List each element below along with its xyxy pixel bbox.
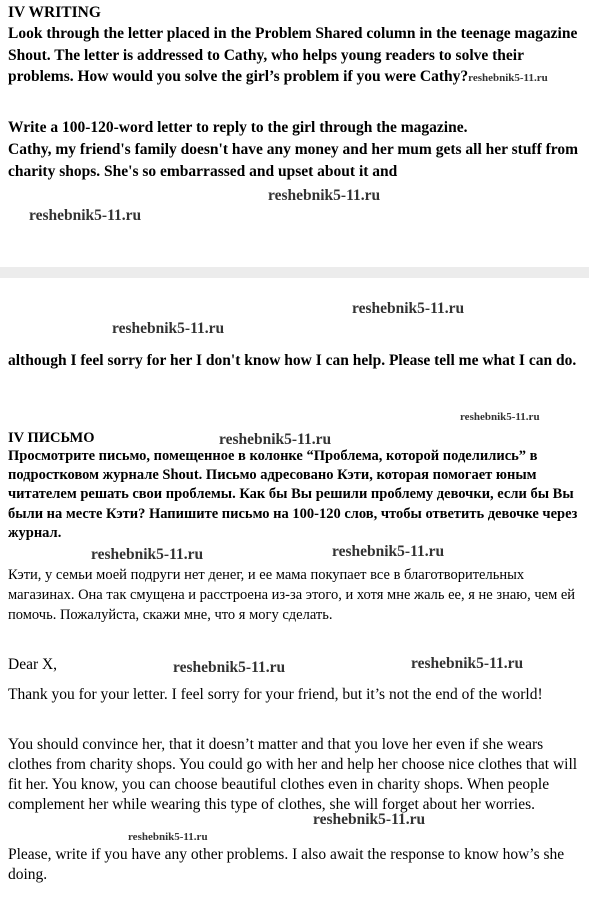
answer-paragraph-1: Thank you for your letter. I feel sorry for your friend, but it’s not the end of the world! [8, 686, 543, 703]
russian-translation: Кэти, у семьи моей подруги нет денег, и ее мама покупает все в благотворительных магазинах. Она так смущена и расстроена из-за этого, и хотя мне жаль ее, я не знаю, чем ей помочь. Пожалуйста, скажи мне, что я могу сделать. [8, 567, 576, 623]
watermark: reshebnik5-11.ru [411, 655, 524, 672]
english-task-part1: Look through the letter placed in the Problem Shared column in the teenage magazine Shout. The letter is addressed to Cathy, who helps young readers to solve their problems. How would you solve the girl’s problem if you were Cathy? [8, 25, 578, 85]
watermark: reshebnik5-11.ru [112, 320, 225, 337]
english-letter-part2: although I feel sorry for her I don't know how I can help. Please tell me what I can do. [8, 352, 577, 369]
watermark: reshebnik5-11.ru [268, 187, 381, 204]
watermark-inline: reshebnik5-11.ru [468, 72, 548, 84]
watermark: reshebnik5-11.ru [332, 543, 445, 560]
watermark: reshebnik5-11.ru [219, 431, 332, 448]
english-heading: IV WRITING [8, 4, 101, 21]
watermark: reshebnik5-11.ru [173, 659, 286, 676]
english-task-instructions [8, 23, 584, 90]
answer-greeting: Dear X, [8, 656, 58, 673]
answer-paragraph-3: Please, write if you have any other problems. I also await the response to know how’s she doing. [8, 846, 565, 883]
watermark: reshebnik5-11.ru [91, 546, 204, 563]
watermark: reshebnik5-11.ru [313, 811, 426, 828]
watermark: reshebnik5-11.ru [128, 831, 208, 843]
page-divider [0, 267, 589, 278]
answer-paragraph-2: You should convince her, that it doesn’t matter and that you love her even if she wears clothes from charity shops. You could go with her and help her choose nice clothes that will fit her. You know, you can choose beautiful clothes even in charity shops. When people complement her while wearing this type of clothes, she will forget about her worries. [8, 736, 578, 813]
english-task-word-count: Write a 100-120-word letter to reply to the girl through the magazine. [8, 119, 468, 136]
watermark: reshebnik5-11.ru [460, 411, 540, 423]
english-letter-part1: Cathy, my friend's family doesn't have any money and her mum gets all her stuff from charity shops. She's so embarrassed and upset about it and [8, 141, 579, 180]
russian-heading: IV ПИСЬМО [8, 430, 95, 446]
watermark: reshebnik5-11.ru [29, 207, 142, 224]
watermark: reshebnik5-11.ru [352, 300, 465, 317]
russian-task: Просмотрите письмо, помещенное в колонке “Проблема, которой поделились” в подростковом журнале Shout. Письмо адресовано Кэти, которая помогает юным читателем решать свои проблемы. Как бы Вы решили проблему девочки, если бы Вы были на месте Кэти? Напишите письмо на 100-120 слов, чтобы ответить девочке через журнал. [8, 448, 578, 541]
